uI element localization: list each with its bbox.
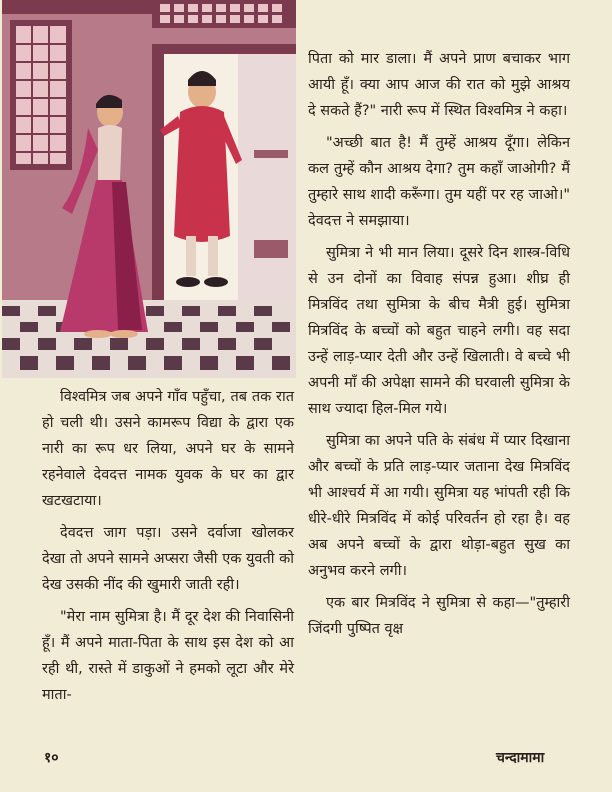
paragraph: "अच्छी बात है! मैं तुम्हें आश्रय दूँगा। लेकिन कल तुम्हें कौन आश्रय देगा? तुम कहाँ जाओगी? मैं तुम्हारे साथ शादी करूँगा। तुम यहीं पर रह जाओ।" देवदत्त ने समझाया।: [308, 135, 570, 229]
right-text-column: [308, 46, 570, 648]
paragraph: एक बार मित्रविंद ने सुमित्रा से कहा—"तुम्हारी जिंदगी पुष्पित वृक्ष: [308, 595, 570, 637]
paragraph: पिता को मार डाला। मैं अपने प्राण बचाकर भाग आयी हूँ। क्या आप आज की रात को मुझे आश्रय दे सकते हैं?" नारी रूप में स्थित विश्वमित्र ने कहा।: [308, 51, 570, 119]
paragraph: सुमित्रा का अपने पति के संबंध में प्यार दिखाना और बच्चों के प्रति लाड़-प्यार जताना देख मित्रविंद भी आश्चर्य में आ गयी। सुमित्रा यह भांपती रही कि धीरे-धीरे मित्रविंद में कोई परिवर्तन हो रहा है। वह अब अपने बच्चों के द्वारा थोड़ा-बहुत सुख का अनुभव करने लगी।: [308, 433, 570, 579]
paragraph: विश्वमित्र जब अपने गाँव पहुँचा, तब तक रात हो चली थी। उसने कामरूप विद्या के द्वारा एक नारी का रूप धर लिया, अपने घर के सामने रहनेवाले देवदत्त नामक युवक के घर का द्वार खटखटाया।: [42, 389, 294, 509]
page-number: १०: [44, 750, 59, 766]
paragraph: देवदत्त जाग पड़ा। उसने दर्वाजा खोलकर देखा तो अपने सामने अप्सरा जैसी एक युवती को देख उसकी नींद की खुमारी जाती रही।: [42, 525, 294, 593]
magazine-title: चन्दामामा: [496, 750, 545, 766]
left-text-column: [42, 384, 294, 714]
paragraph: सुमित्रा ने भी मान लिया। दूसरे दिन शास्त्र-विधि से उन दोनों का विवाह संपन्न हुआ। शीघ्र ही मित्रविंद तथा सुमित्रा के बीच मैत्री हुई। सुमित्रा मित्रविंद के बच्चों को बहुत चाहने लगी। वह सदा उन्हें लाड़-प्यार देती और उन्हें खिलाती। वे बच्चे भी अपनी माँ की अपेक्षा सामने की घरवाली सुमित्रा के साथ ज्यादा हिल-मिल गये।: [308, 245, 570, 417]
story-illustration: [2, 0, 296, 378]
paragraph: "मेरा नाम सुमित्रा है। मैं दूर देश की निवासिनी हूँ। मैं अपने माता-पिता के साथ इस देश को आ रही थी, रास्ते में डाकुओं ने हमको लूटा और मेरे माता-: [42, 609, 294, 703]
